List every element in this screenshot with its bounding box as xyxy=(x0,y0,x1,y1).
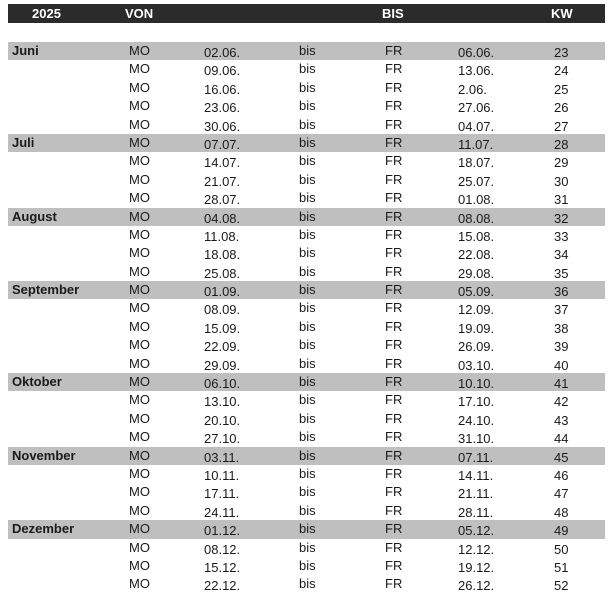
to-weekday: FR xyxy=(385,337,403,353)
calendar-week: 39 xyxy=(554,339,569,355)
calendar-week: 38 xyxy=(554,320,569,336)
table-row xyxy=(8,281,605,299)
from-weekday: MO xyxy=(129,429,150,445)
from-date: 02.06. xyxy=(204,45,241,60)
from-date: 15.12. xyxy=(204,559,241,575)
to-weekday: FR xyxy=(385,465,403,481)
from-date: 18.08. xyxy=(204,247,241,263)
to-weekday: FR xyxy=(385,245,403,261)
to-weekday: FR xyxy=(385,429,403,445)
to-weekday: FR xyxy=(385,116,403,132)
from-weekday: MO xyxy=(129,263,150,279)
separator: bis xyxy=(299,43,316,58)
to-weekday: FR xyxy=(385,98,403,114)
from-weekday: MO xyxy=(129,245,150,261)
to-date: 07.11. xyxy=(458,449,494,465)
calendar-week: 24 xyxy=(554,63,569,79)
to-weekday: FR xyxy=(385,171,403,187)
table-row xyxy=(8,520,605,538)
table-row xyxy=(8,575,605,593)
month-label: September xyxy=(12,282,80,298)
table-row xyxy=(8,208,605,226)
separator: bis xyxy=(299,300,316,316)
table-row xyxy=(8,79,605,97)
separator: bis xyxy=(299,98,316,114)
to-date: 19.09. xyxy=(458,320,495,336)
from-date: 15.09. xyxy=(204,320,241,336)
from-date: 04.08. xyxy=(204,210,241,226)
from-date: 22.12. xyxy=(204,578,241,594)
table-row xyxy=(8,373,605,391)
to-date: 25.07. xyxy=(458,173,495,189)
separator: bis xyxy=(299,539,316,555)
to-date: 13.06. xyxy=(458,63,495,79)
to-weekday: FR xyxy=(385,557,403,573)
to-date: 18.07. xyxy=(458,155,495,171)
from-weekday: MO xyxy=(129,116,150,132)
to-weekday: FR xyxy=(385,318,403,334)
to-date: 28.11. xyxy=(458,504,494,520)
from-date: 22.09. xyxy=(204,339,241,355)
from-weekday: MO xyxy=(129,79,150,95)
from-weekday: MO xyxy=(129,392,150,408)
to-date: 29.08. xyxy=(458,265,495,281)
calendar-week: 36 xyxy=(554,284,569,300)
month-label: Oktober xyxy=(12,374,62,390)
to-weekday: FR xyxy=(385,282,403,298)
calendar-week: 35 xyxy=(554,265,569,281)
from-weekday: MO xyxy=(129,557,150,573)
to-weekday: FR xyxy=(385,484,403,500)
table-row xyxy=(8,60,605,78)
to-date: 17.10. xyxy=(458,394,495,410)
calendar-week: 41 xyxy=(554,376,569,392)
table-row xyxy=(8,318,605,336)
calendar-week: 33 xyxy=(554,228,569,244)
table-header xyxy=(8,4,605,23)
from-weekday: MO xyxy=(129,447,150,463)
calendar-week: 43 xyxy=(554,412,569,428)
to-weekday: FR xyxy=(385,43,403,58)
month-label: Juli xyxy=(12,134,35,150)
month-label: Juni xyxy=(12,43,39,58)
to-date: 19.12. xyxy=(458,559,495,575)
from-date: 25.08. xyxy=(204,265,241,281)
separator: bis xyxy=(299,282,316,298)
to-date: 2.06. xyxy=(458,81,487,97)
to-weekday: FR xyxy=(385,190,403,206)
to-weekday: FR xyxy=(385,374,403,390)
separator: bis xyxy=(299,226,316,242)
header-kw: KW xyxy=(551,6,573,21)
to-date: 22.08. xyxy=(458,247,495,263)
separator: bis xyxy=(299,318,316,334)
from-date: 28.07. xyxy=(204,192,241,208)
to-date: 21.11. xyxy=(458,486,494,502)
separator: bis xyxy=(299,153,316,169)
to-weekday: FR xyxy=(385,539,403,555)
from-date: 11.08. xyxy=(204,228,240,244)
to-date: 01.08. xyxy=(458,192,495,208)
calendar-week: 44 xyxy=(554,431,569,447)
to-weekday: FR xyxy=(385,447,403,463)
from-weekday: MO xyxy=(129,134,150,150)
table-row xyxy=(8,42,605,60)
to-weekday: FR xyxy=(385,134,403,150)
from-date: 30.06. xyxy=(204,118,241,134)
separator: bis xyxy=(299,429,316,445)
from-weekday: MO xyxy=(129,484,150,500)
to-date: 10.10. xyxy=(458,376,495,392)
from-date: 27.10. xyxy=(204,431,241,447)
to-weekday: FR xyxy=(385,208,403,224)
separator: bis xyxy=(299,116,316,132)
from-date: 21.07. xyxy=(204,173,241,189)
from-weekday: MO xyxy=(129,521,150,537)
calendar-week: 34 xyxy=(554,247,569,263)
separator: bis xyxy=(299,171,316,187)
to-weekday: FR xyxy=(385,263,403,279)
table-row xyxy=(8,299,605,317)
to-weekday: FR xyxy=(385,300,403,316)
table-row xyxy=(8,355,605,373)
from-date: 20.10. xyxy=(204,412,241,428)
calendar-week: 32 xyxy=(554,210,569,226)
calendar-week: 49 xyxy=(554,523,569,539)
to-weekday: FR xyxy=(385,79,403,95)
to-date: 05.12. xyxy=(458,523,495,539)
from-weekday: MO xyxy=(129,300,150,316)
calendar-week: 30 xyxy=(554,173,569,189)
from-date: 06.10. xyxy=(204,376,241,392)
table-row xyxy=(8,502,605,520)
calendar-week: 45 xyxy=(554,449,569,465)
table-row xyxy=(8,391,605,409)
from-date: 08.12. xyxy=(204,541,241,557)
to-weekday: FR xyxy=(385,392,403,408)
calendar-week: 23 xyxy=(554,45,569,60)
table-row xyxy=(8,557,605,575)
from-weekday: MO xyxy=(129,576,150,592)
from-date: 17.11. xyxy=(204,486,240,502)
to-weekday: FR xyxy=(385,61,403,77)
separator: bis xyxy=(299,263,316,279)
calendar-week: 37 xyxy=(554,302,569,318)
to-date: 31.10. xyxy=(458,431,495,447)
week-table xyxy=(8,42,605,594)
from-weekday: MO xyxy=(129,465,150,481)
to-weekday: FR xyxy=(385,355,403,371)
from-date: 13.10. xyxy=(204,394,241,410)
header-year: 2025 xyxy=(32,6,61,21)
from-weekday: MO xyxy=(129,171,150,187)
table-row xyxy=(8,171,605,189)
separator: bis xyxy=(299,447,316,463)
from-weekday: MO xyxy=(129,318,150,334)
to-date: 12.12. xyxy=(458,541,495,557)
calendar-week: 50 xyxy=(554,541,569,557)
calendar-week: 46 xyxy=(554,467,569,483)
from-weekday: MO xyxy=(129,355,150,371)
to-date: 11.07. xyxy=(458,136,494,152)
from-date: 01.12. xyxy=(204,523,241,539)
table-row xyxy=(8,483,605,501)
from-weekday: MO xyxy=(129,282,150,298)
separator: bis xyxy=(299,134,316,150)
table-row xyxy=(8,244,605,262)
separator: bis xyxy=(299,337,316,353)
calendar-week: 47 xyxy=(554,486,569,502)
to-date: 24.10. xyxy=(458,412,495,428)
calendar-week: 42 xyxy=(554,394,569,410)
calendar-week: 51 xyxy=(554,559,569,575)
calendar-week: 40 xyxy=(554,357,569,373)
separator: bis xyxy=(299,484,316,500)
separator: bis xyxy=(299,502,316,518)
calendar-week: 28 xyxy=(554,136,569,152)
separator: bis xyxy=(299,576,316,592)
table-row xyxy=(8,263,605,281)
from-date: 16.06. xyxy=(204,81,241,97)
separator: bis xyxy=(299,392,316,408)
separator: bis xyxy=(299,79,316,95)
table-row xyxy=(8,189,605,207)
to-weekday: FR xyxy=(385,153,403,169)
to-date: 05.09. xyxy=(458,284,495,300)
from-date: 09.06. xyxy=(204,63,241,79)
from-date: 24.11. xyxy=(204,504,240,520)
calendar-week: 52 xyxy=(554,578,569,594)
from-date: 14.07. xyxy=(204,155,241,171)
calendar-week: 31 xyxy=(554,192,569,208)
table-row xyxy=(8,116,605,134)
table-row xyxy=(8,539,605,557)
from-weekday: MO xyxy=(129,374,150,390)
separator: bis xyxy=(299,410,316,426)
from-weekday: MO xyxy=(129,153,150,169)
to-date: 27.06. xyxy=(458,100,495,116)
to-date: 12.09. xyxy=(458,302,495,318)
table-row xyxy=(8,410,605,428)
to-date: 03.10. xyxy=(458,357,495,373)
separator: bis xyxy=(299,208,316,224)
from-date: 01.09. xyxy=(204,284,241,300)
calendar-week: 29 xyxy=(554,155,569,171)
from-weekday: MO xyxy=(129,43,150,58)
from-date: 03.11. xyxy=(204,449,240,465)
separator: bis xyxy=(299,465,316,481)
from-weekday: MO xyxy=(129,61,150,77)
month-label: August xyxy=(12,208,57,224)
to-weekday: FR xyxy=(385,410,403,426)
to-date: 15.08. xyxy=(458,228,495,244)
table-row xyxy=(8,97,605,115)
from-date: 07.07. xyxy=(204,136,241,152)
to-date: 26.09. xyxy=(458,339,495,355)
table-row xyxy=(8,152,605,170)
separator: bis xyxy=(299,355,316,371)
month-label: November xyxy=(12,447,76,463)
calendar-week: 25 xyxy=(554,81,569,97)
separator: bis xyxy=(299,61,316,77)
to-date: 14.11. xyxy=(458,467,494,483)
to-weekday: FR xyxy=(385,502,403,518)
from-weekday: MO xyxy=(129,502,150,518)
from-weekday: MO xyxy=(129,226,150,242)
table-row xyxy=(8,336,605,354)
header-bis: BIS xyxy=(382,6,404,21)
table-row xyxy=(8,428,605,446)
from-weekday: MO xyxy=(129,539,150,555)
to-date: 08.08. xyxy=(458,210,495,226)
table-row xyxy=(8,465,605,483)
to-weekday: FR xyxy=(385,521,403,537)
from-weekday: MO xyxy=(129,410,150,426)
to-weekday: FR xyxy=(385,576,403,592)
to-weekday: FR xyxy=(385,226,403,242)
to-date: 04.07. xyxy=(458,118,495,134)
table-row xyxy=(8,447,605,465)
from-date: 08.09. xyxy=(204,302,241,318)
month-label: Dezember xyxy=(12,521,75,537)
table-row xyxy=(8,134,605,152)
separator: bis xyxy=(299,521,316,537)
from-date: 23.06. xyxy=(204,100,241,116)
header-von: VON xyxy=(125,6,154,21)
separator: bis xyxy=(299,245,316,261)
table-row xyxy=(8,226,605,244)
separator: bis xyxy=(299,557,316,573)
from-weekday: MO xyxy=(129,337,150,353)
calendar-week: 48 xyxy=(554,504,569,520)
separator: bis xyxy=(299,374,316,390)
to-date: 06.06. xyxy=(458,45,495,60)
from-weekday: MO xyxy=(129,208,150,224)
from-date: 10.11. xyxy=(204,467,240,483)
calendar-week: 26 xyxy=(554,100,569,116)
calendar-week: 27 xyxy=(554,118,569,134)
from-weekday: MO xyxy=(129,98,150,114)
to-date: 26.12. xyxy=(458,578,495,594)
from-date: 29.09. xyxy=(204,357,241,373)
separator: bis xyxy=(299,190,316,206)
from-weekday: MO xyxy=(129,190,150,206)
